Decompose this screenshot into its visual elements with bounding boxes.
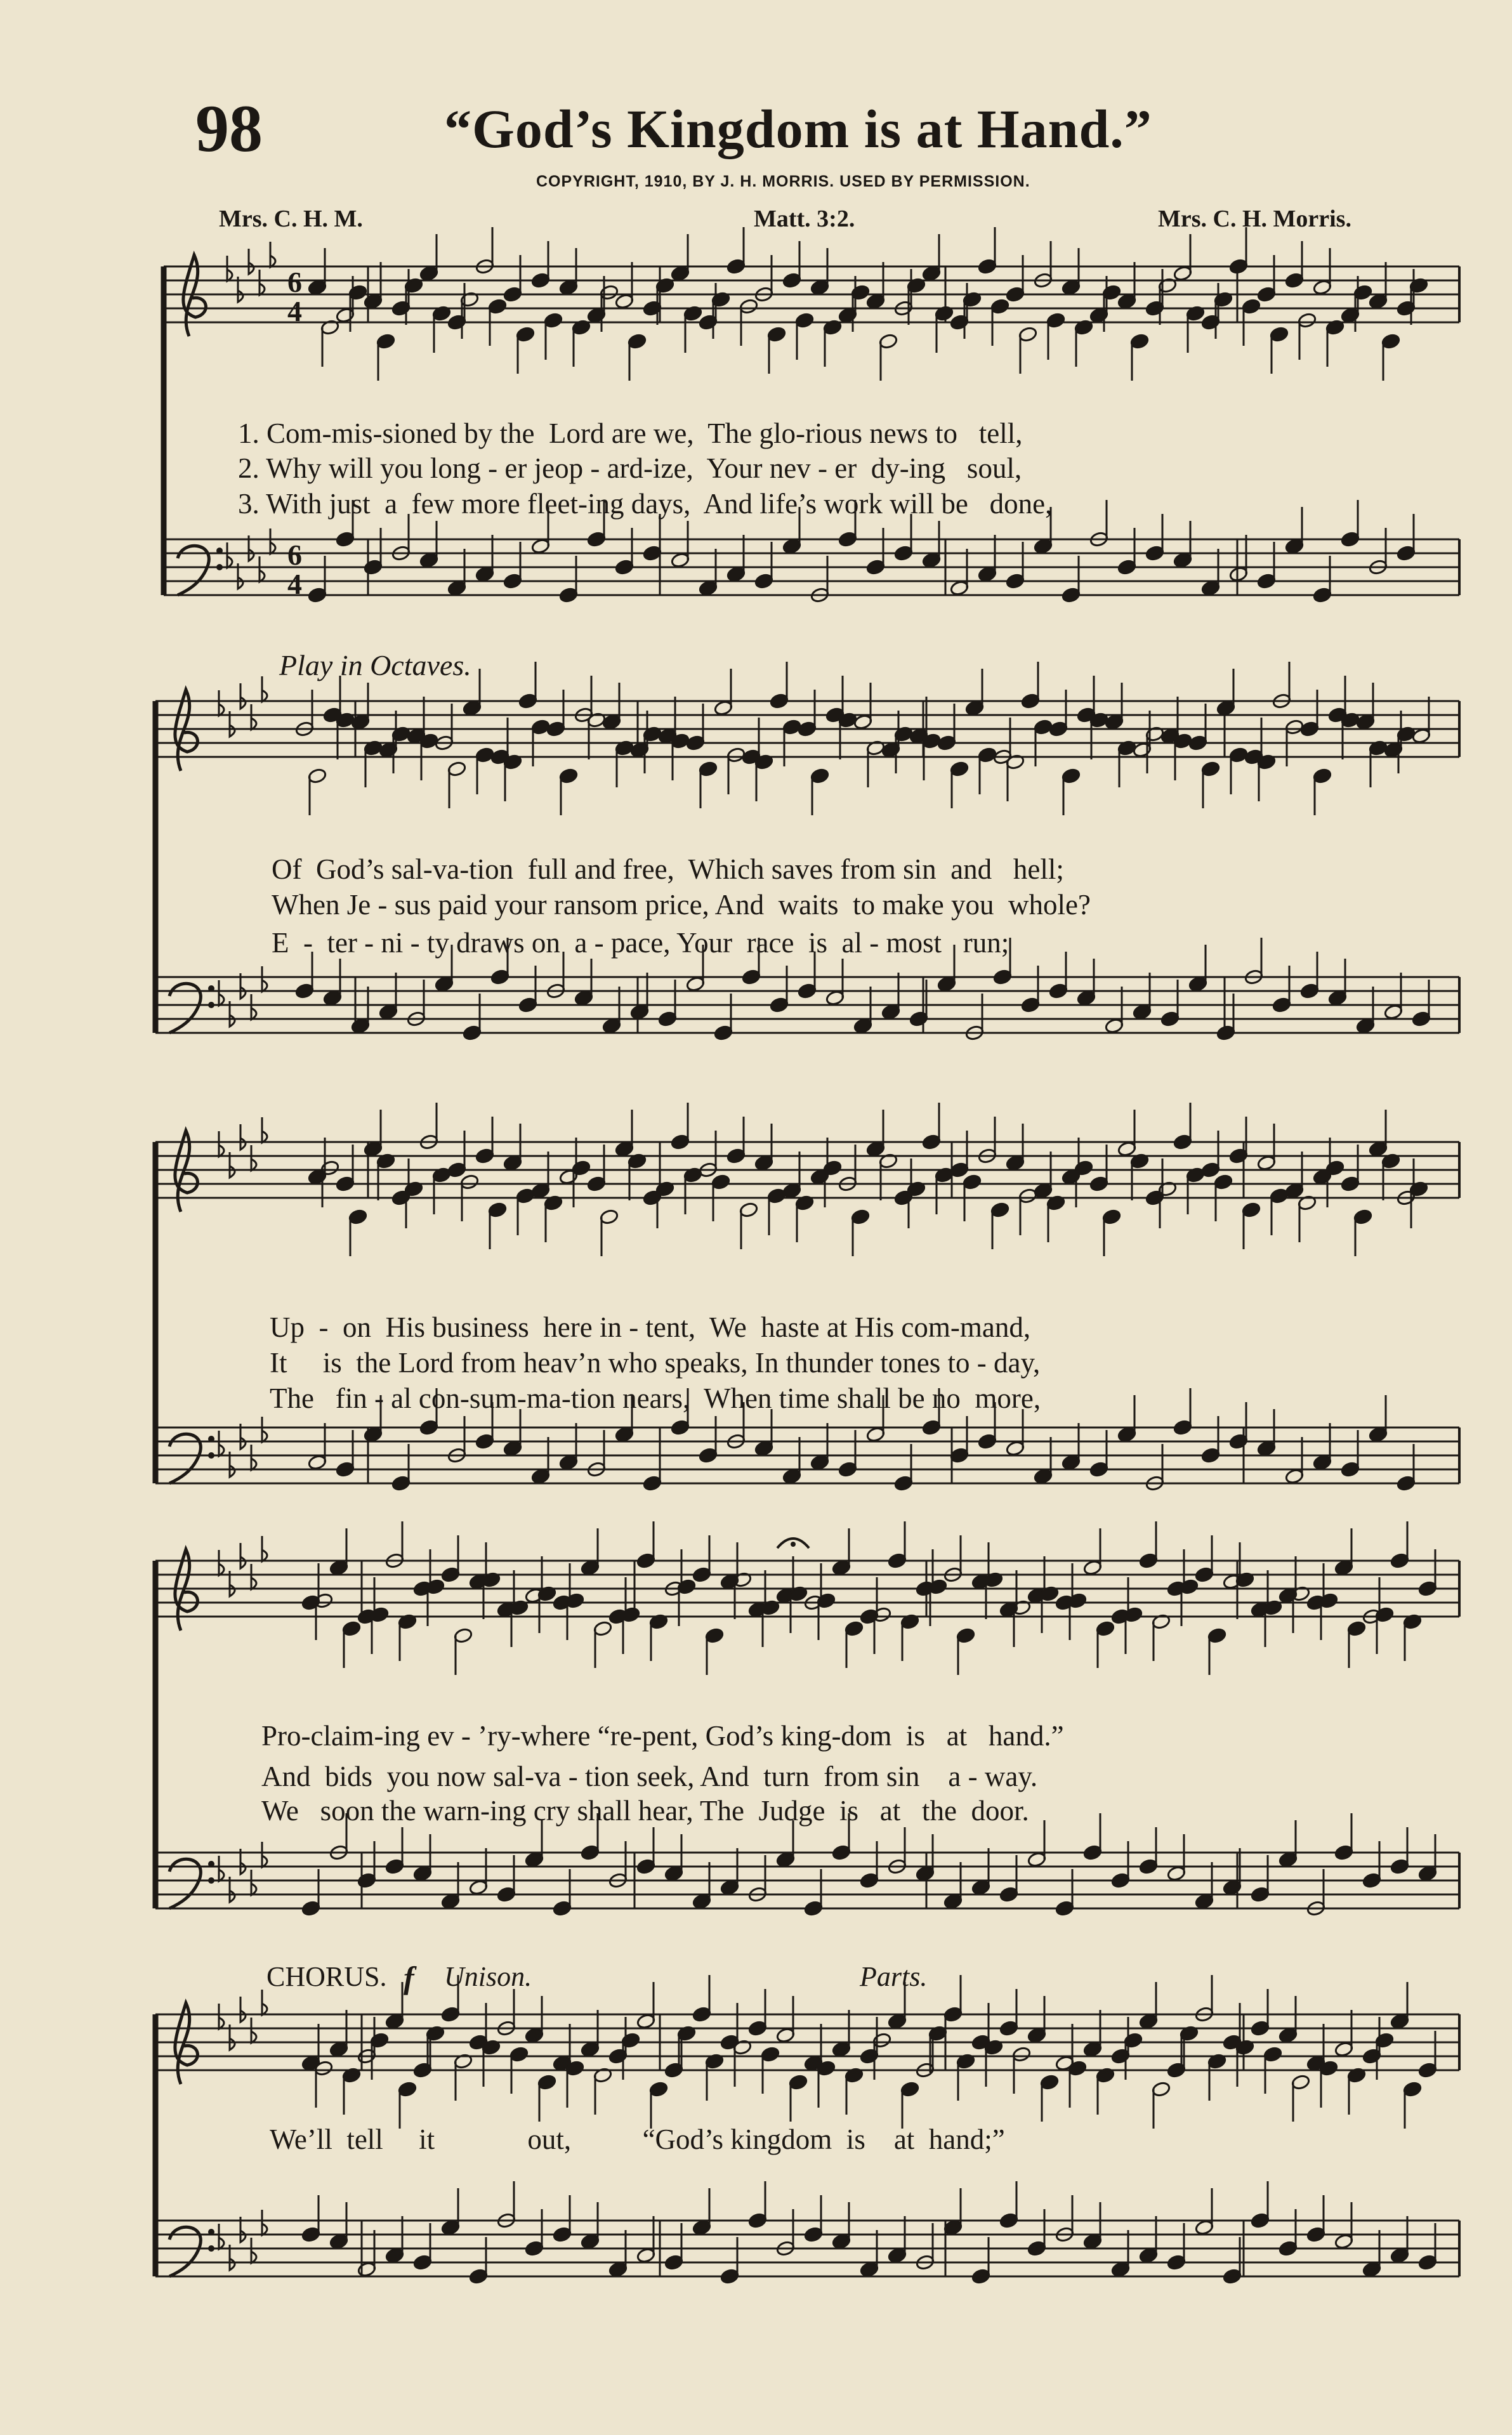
lyric-line: Up - on His business here in - tent, We haste at His com-mand, (270, 1311, 1031, 1343)
lyric-line: We’ll tell it out, “God’s kingdom is at hand;” (270, 2123, 1005, 2155)
scripture-reference: Matt. 3:2. (754, 206, 855, 232)
play-in-octaves-direction: Play in Octaves. (279, 649, 471, 681)
lyric-line: It is the Lord from heav’n who speaks, In thunder tones to - day, (270, 1347, 1041, 1379)
lyric-line: 3. With just a few more fleet-ing days, And life’s work will be done, (238, 488, 1053, 520)
svg-text:4: 4 (287, 568, 302, 600)
hymn-number: 98 (195, 91, 263, 166)
svg-text:6: 6 (287, 539, 302, 571)
copyright-notice: COPYRIGHT, 1910, BY J. H. MORRIS. USED BY PERMISSION. (536, 173, 1030, 190)
svg-text:4: 4 (287, 295, 302, 327)
lyric-line: We soon the warn-ing cry shall hear, The Judge is at the door. (261, 1795, 1029, 1827)
hymn-title: “God’s Kingdom is at Hand.” (444, 98, 1152, 159)
lyric-line: 1. Com-mis-sioned by the Lord are we, The glo-rious news to tell, (238, 417, 1023, 449)
lyric-line: And bids you now sal-va - tion seek, And turn from sin a - way. (261, 1761, 1038, 1792)
lyric-line: 2. Why will you long - er jeop - ard-ize, Your nev - er dy-ing soul, (238, 452, 1022, 484)
lyric-line: Of God’s sal-va-tion full and free, Which saves from sin and hell; (272, 853, 1064, 885)
chorus-heading: CHORUS. (266, 1961, 387, 1992)
parts-direction: Parts. (860, 1961, 928, 1992)
lyric-line: The fin - al con-sum-ma-tion nears, When time shall be no more, (270, 1382, 1041, 1414)
music-credit: Mrs. C. H. Morris. (1158, 206, 1351, 232)
unison-direction: Unison. (444, 1961, 532, 1992)
lyric-line: When Je - sus paid your ransom price, And waits to make you whole? (272, 889, 1091, 921)
lyric-line: E - ter - ni - ty draws on a - pace, Your race is al - most run; (272, 927, 1009, 959)
words-credit: Mrs. C. H. M. (219, 206, 363, 232)
forte-dynamic: f (404, 1960, 414, 1995)
svg-text:6: 6 (287, 266, 302, 298)
lyric-line: Pro-claim-ing ev - ’ry-where “re-pent, God’s king-dom is at hand.” (261, 1720, 1064, 1752)
